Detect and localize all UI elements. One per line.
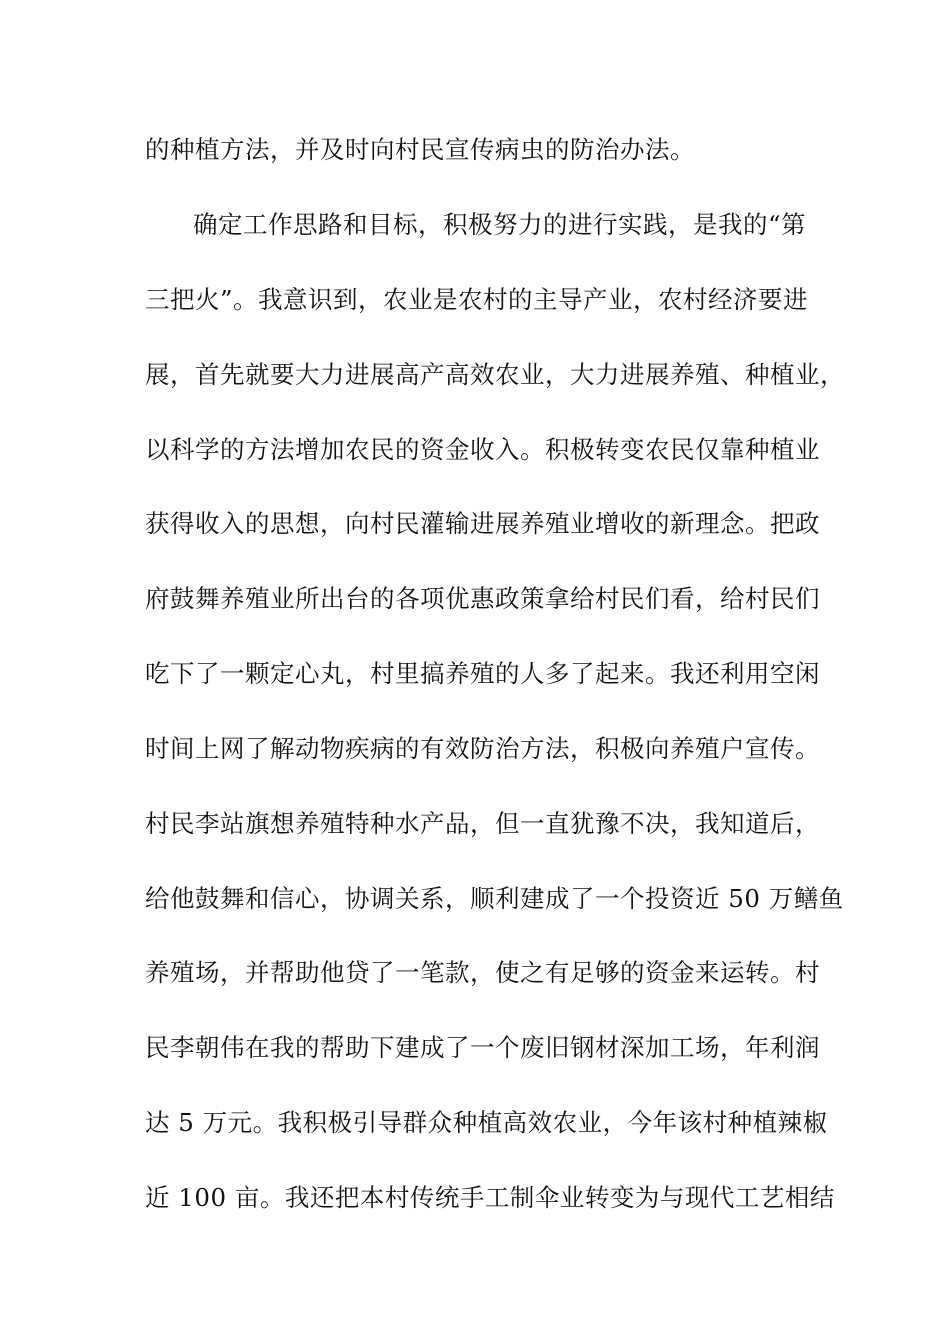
text-line: 吃下了一颗定心丸，村里搞养殖的人多了起来。我还利用空闲 xyxy=(145,659,820,688)
text-line: 达 5 万元。我积极引导群众种植高效农业，今年该村种植辣椒 xyxy=(145,1108,828,1137)
text-line: 以科学的方法增加农民的资金收入。积极转变农民仅靠种植业 xyxy=(145,435,820,464)
text-line: 养殖场，并帮助他贷了一笔款，使之有足够的资金来运转。村 xyxy=(145,958,820,987)
text-line: 时间上网了解动物疾病的有效防治方法，积极向养殖户宣传。 xyxy=(145,734,820,763)
text-line: 三把火”。我意识到，农业是农村的主导产业，农村经济要进 xyxy=(145,285,809,314)
text-line: 村民李站旗想养殖特种水产品，但一直犹豫不决，我知道后， xyxy=(145,809,820,838)
text-line: 民李朝伟在我的帮助下建成了一个废旧钢材深加工场，年利润 xyxy=(145,1033,820,1062)
text-line: 获得收入的思想，向村民灌输进展养殖业增收的新理念。把政 xyxy=(145,509,820,538)
text-line: 给他鼓舞和信心，协调关系，顺利建成了一个投资近 50 万鳝鱼 xyxy=(145,884,844,913)
text-line: 展，首先就要大力进展高产高效农业，大力进展养殖、种植业， xyxy=(145,360,845,389)
text-line: 近 100 亩。我还把本村传统手工制伞业转变为与现代工艺相结 xyxy=(145,1183,835,1212)
text-line: 的种植方法，并及时向村民宣传病虫的防治办法。 xyxy=(145,135,695,164)
paragraph-start-line: 确定工作思路和目标，积极努力的进行实践，是我的“第 xyxy=(193,210,807,239)
text-line: 府鼓舞养殖业所出台的各项优惠政策拿给村民们看，给村民们 xyxy=(145,584,820,613)
